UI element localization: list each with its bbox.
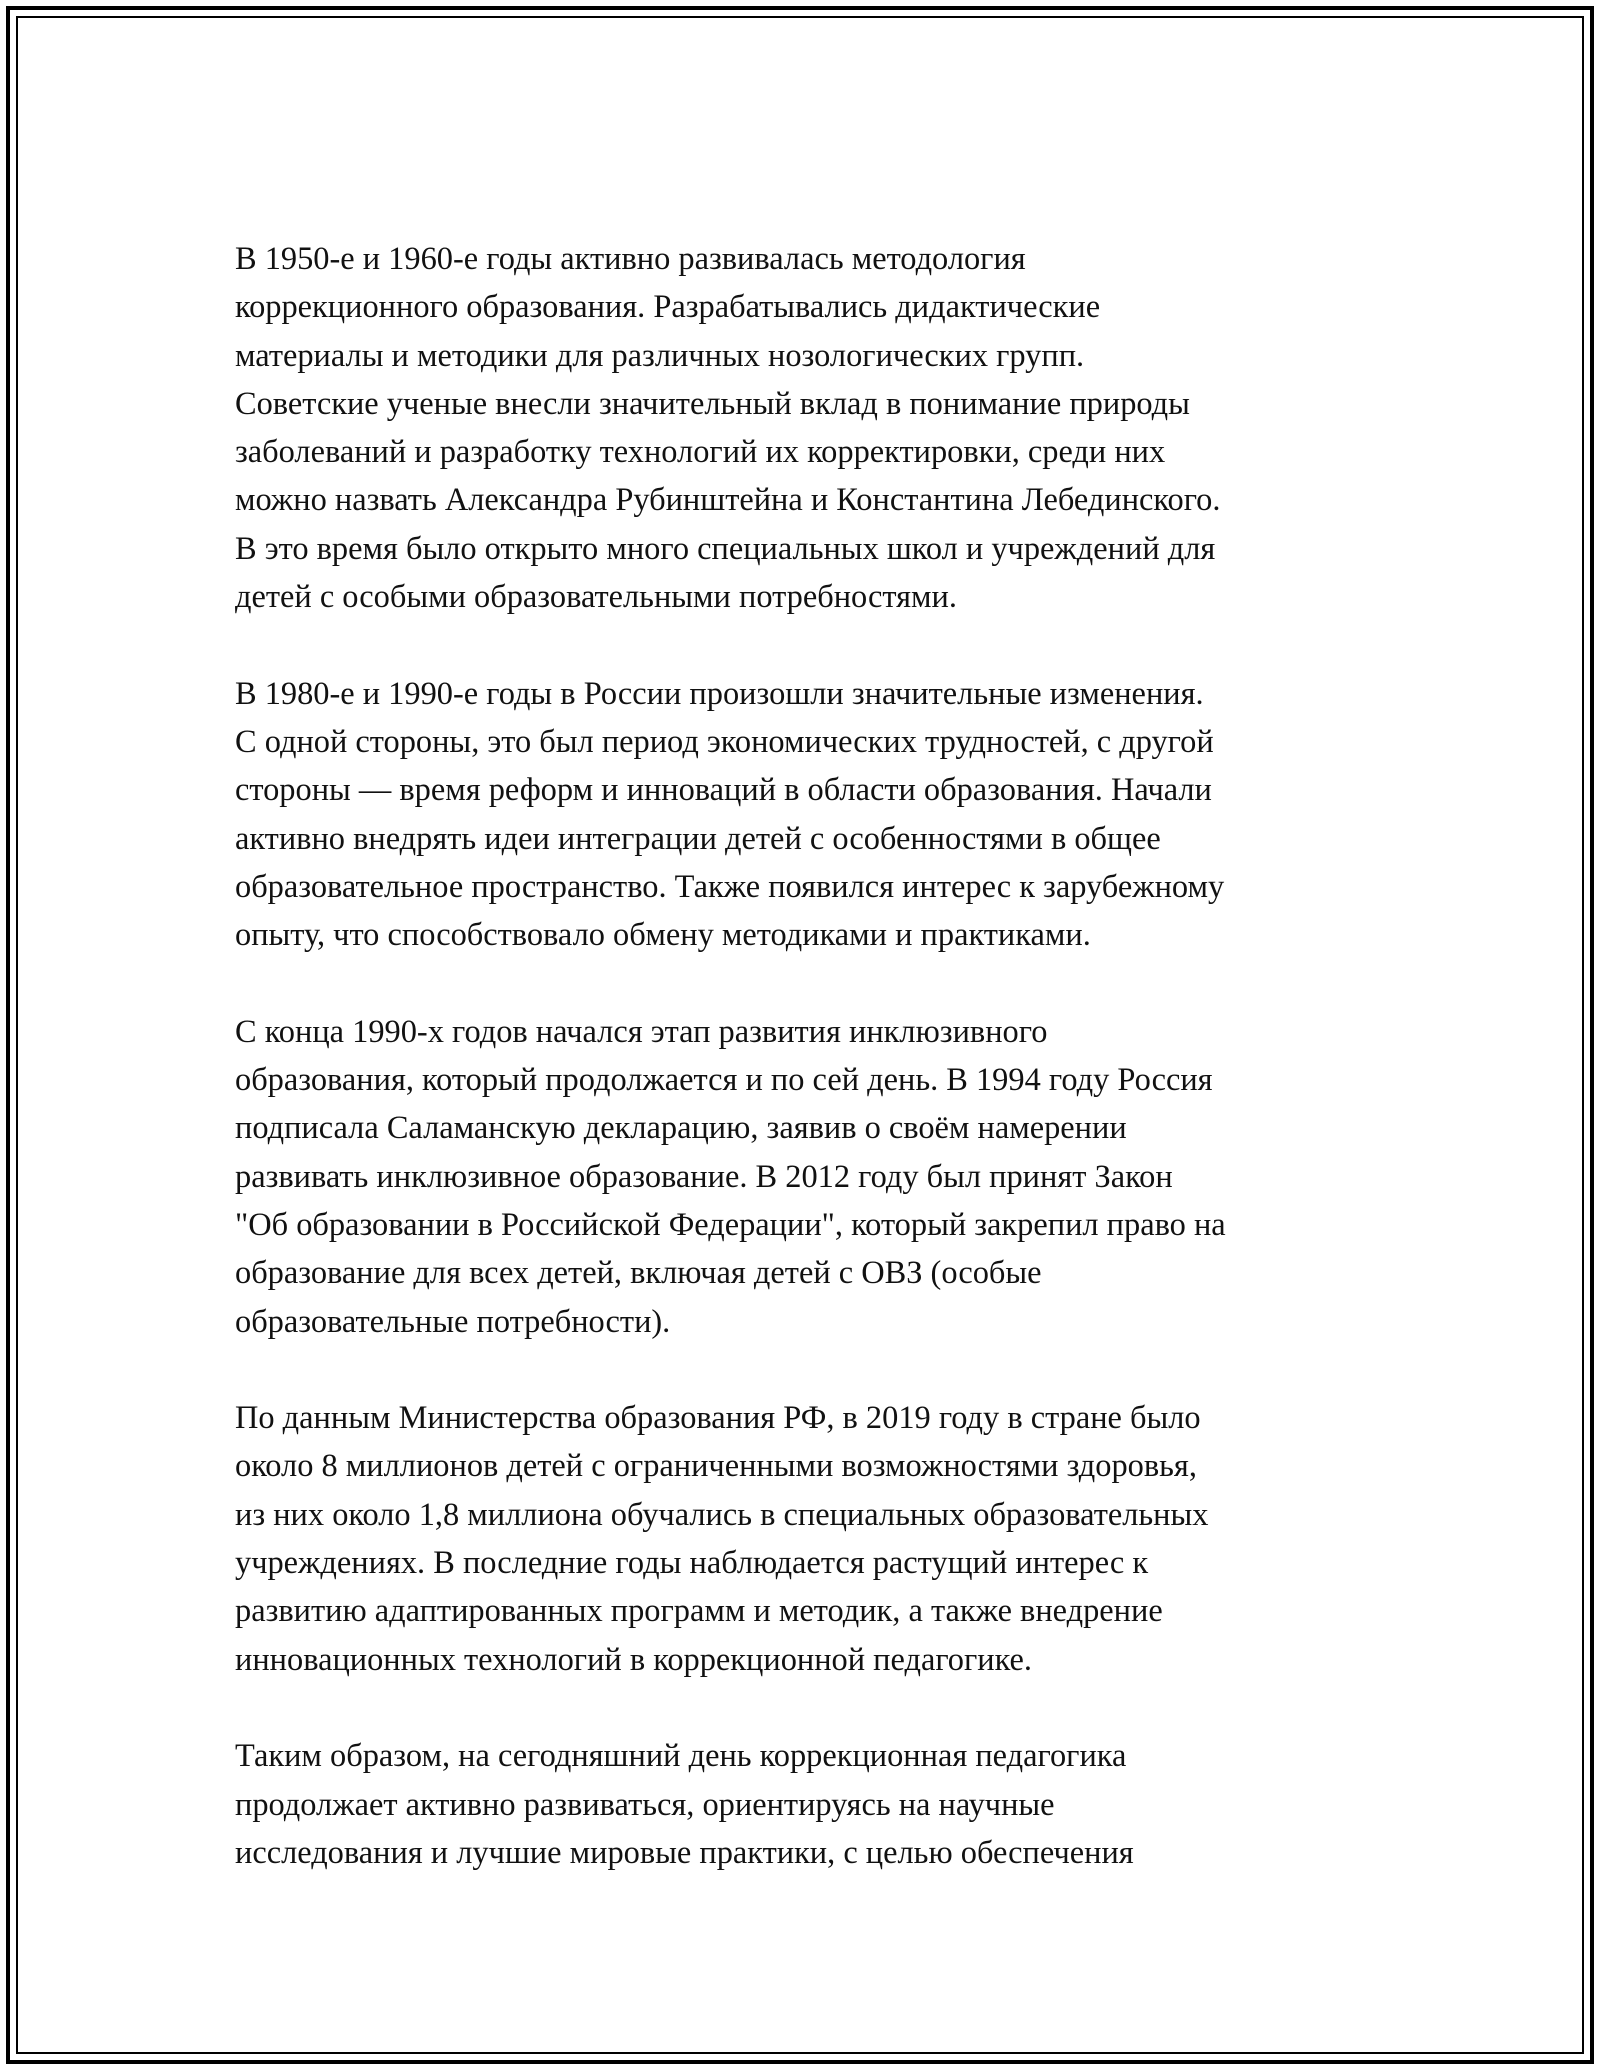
text-line: С одной стороны, это был период экономических трудностей, с другой: [235, 723, 1214, 760]
text-line: В 1980-е и 1990-е годы в России произошли значительные изменения.: [235, 675, 1204, 712]
paragraph-4: [235, 1394, 1395, 1684]
text-line: Советские ученые внесли значительный вклад в понимание природы: [235, 385, 1190, 422]
text-line: развивать инклюзивное образование. В 2012 году был принят Закон: [235, 1158, 1173, 1195]
text-line: коррекционного образования. Разрабатывались дидактические: [235, 289, 1101, 326]
text-line: заболеваний и разработку технологий их корректировки, среди них: [235, 434, 1166, 471]
text-line: подписала Саламанскую декларацию, заявив о своём намерении: [235, 1110, 1127, 1147]
text-line: активно внедрять идеи интеграции детей с особенностями в общее: [235, 820, 1161, 857]
paragraph-2: [235, 670, 1395, 960]
text-line: развитию адаптированных программ и методик, а также внедрение: [235, 1593, 1163, 1630]
text-line: стороны — время реформ и инноваций в области образования. Начали: [235, 772, 1212, 809]
text-line: из них около 1,8 миллиона обучались в специальных образовательных: [235, 1496, 1209, 1533]
text-line: образование для всех детей, включая детей с ОВЗ (особые: [235, 1255, 1042, 1292]
paragraph-5: [235, 1732, 1395, 1877]
text-line: продолжает активно развиваться, ориентируясь на научные: [235, 1786, 1055, 1823]
paragraph-3: [235, 1008, 1395, 1346]
text-line: образовательные потребности).: [235, 1303, 671, 1340]
text-line: В это время было открыто много специальных школ и учреждений для: [235, 530, 1216, 567]
text-line: образования, который продолжается и по сей день. В 1994 году Россия: [235, 1062, 1213, 1099]
text-line: "Об образовании в Российской Федерации", который закрепил право на: [235, 1206, 1226, 1243]
text-line: около 8 миллионов детей с ограниченными возможностями здоровья,: [235, 1448, 1197, 1485]
text-line: опыту, что способствовало обмену методиками и практиками.: [235, 917, 1091, 954]
document-body: [235, 235, 1395, 1925]
paragraph-1: [235, 235, 1395, 621]
text-line: инновационных технологий в коррекционной педагогике.: [235, 1641, 1033, 1678]
text-line: Таким образом, на сегодняшний день коррекционная педагогика: [235, 1738, 1127, 1775]
text-line: материалы и методики для различных нозологических групп.: [235, 337, 1085, 374]
text-line: образовательное пространство. Также появился интерес к зарубежному: [235, 868, 1225, 905]
text-line: детей с особыми образовательными потребностями.: [235, 579, 957, 616]
text-line: С конца 1990-х годов начался этап развития инклюзивного: [235, 1013, 1048, 1050]
text-line: исследования и лучшие мировые практики, с целью обеспечения: [235, 1834, 1134, 1871]
text-line: учреждениях. В последние годы наблюдается растущий интерес к: [235, 1545, 1149, 1582]
text-line: можно назвать Александра Рубинштейна и Константина Лебединского.: [235, 482, 1221, 519]
text-line: В 1950-е и 1960-е годы активно развивалась методология: [235, 241, 1026, 277]
text-line: По данным Министерства образования РФ, в 2019 году в стране было: [235, 1400, 1201, 1437]
